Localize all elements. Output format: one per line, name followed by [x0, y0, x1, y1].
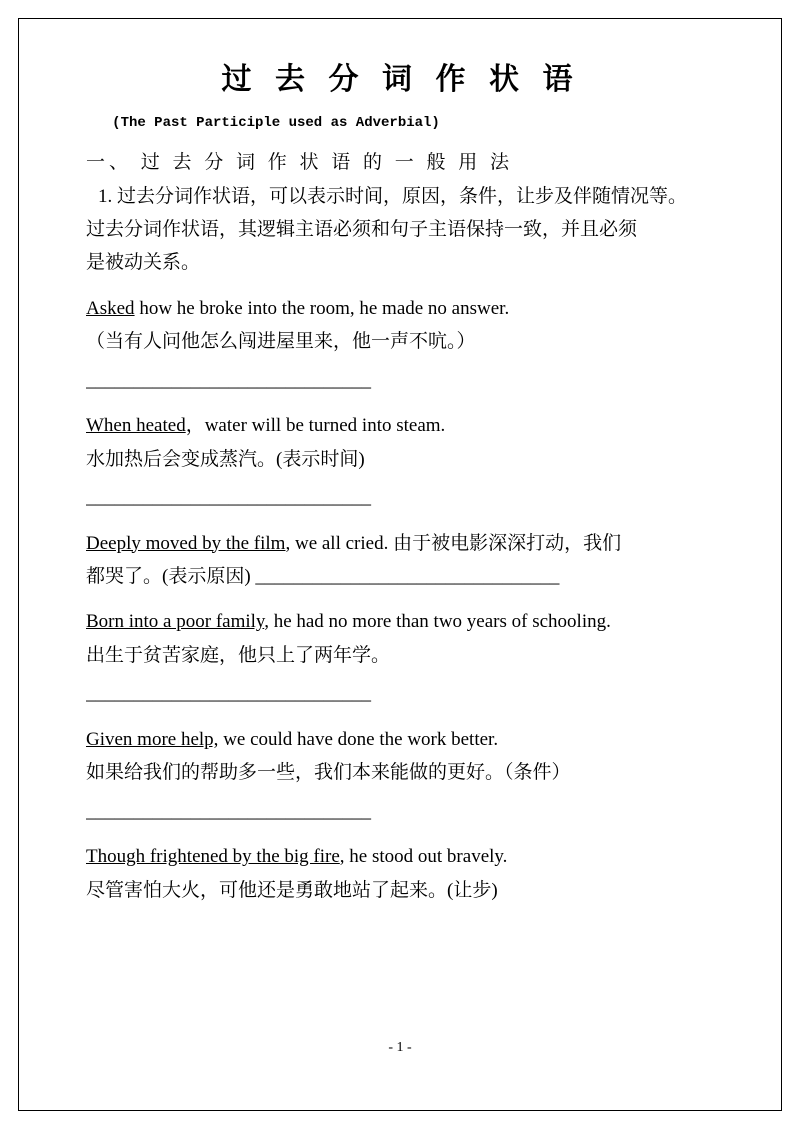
- example-5-chinese: 如果给我们的帮助多一些，我们本来能做的更好。（条件）: [86, 762, 571, 784]
- example-2-chinese: 水加热后会变成蒸汽。(表示时间): [86, 448, 365, 470]
- example-5-rest: we could have done the work better.: [218, 728, 499, 750]
- example-3-rest: , we all cried.: [285, 532, 389, 554]
- example-4-english: [86, 607, 716, 636]
- spacer: [86, 395, 716, 407]
- spacer: [86, 278, 716, 290]
- example-5-english: [86, 725, 716, 754]
- page-number: - 1 -: [388, 1040, 412, 1055]
- spacer: [86, 826, 716, 838]
- example-3-english: [86, 529, 716, 558]
- example-1-english: [86, 294, 716, 323]
- example-5-blank: ______________________________: [86, 800, 371, 822]
- spacer: [86, 513, 716, 525]
- example-1-underlined: Asked: [86, 297, 135, 319]
- rule-line-1: 过去分词作状语，其逻辑主语必须和句子主语保持一致，并且必须: [86, 218, 638, 240]
- page-title: 过 去 分 词 作 状 语: [221, 63, 581, 96]
- example-4-chinese: 出生于贫苦家庭，他只上了两年学。: [86, 644, 391, 666]
- example-3-chinese-tail: 都哭了。(表示原因): [86, 566, 251, 587]
- example-2-underlined: When heated: [86, 415, 186, 437]
- example-1-rest: how he broke into the room, he made no answer.: [134, 297, 510, 319]
- example-6-chinese: 尽管害怕大火，可他还是勇敢地站了起来。(让步): [86, 879, 498, 901]
- example-3-inline-blank: ________________________________: [255, 566, 560, 587]
- example-6-english: [86, 842, 716, 871]
- example-1-chinese: （当有人问他怎么闯进屋里来，他一声不吭。）: [86, 331, 476, 353]
- example-2-rest: ，water will be turned into steam.: [185, 415, 446, 437]
- example-6-underlined: Though frightened by the big fire: [86, 846, 340, 868]
- example-5-underlined: Given more help,: [86, 728, 219, 750]
- spacer: [86, 591, 716, 603]
- example-3-chinese-cont: [86, 562, 716, 591]
- example-4-blank: ______________________________: [86, 683, 371, 705]
- rule-line-2: 是被动关系。: [86, 252, 201, 274]
- example-6-rest: , he stood out bravely.: [339, 846, 508, 868]
- document-subtitle: (The Past Participle used as Adverbial): [112, 115, 440, 131]
- section-heading: 一、 过 去 分 词 作 状 语 的 一 般 用 法: [86, 152, 514, 173]
- example-3-chinese: 由于被电影深深打动，我们: [393, 532, 622, 554]
- point-1-text: 1. 过去分词作状语，可以表示时间，原因，条件，让步及伴随情况等。: [98, 185, 688, 207]
- example-3-underlined: Deeply moved by the film: [86, 532, 286, 554]
- spacer: [86, 709, 716, 721]
- example-4-underlined: Born into a poor family: [86, 611, 265, 633]
- example-2-blank: ______________________________: [86, 487, 371, 509]
- example-4-rest: , he had no more than two years of schooling.: [264, 611, 611, 633]
- example-1-blank: ______________________________: [86, 369, 371, 391]
- example-2-english: [86, 411, 716, 440]
- document-content: [86, 50, 716, 905]
